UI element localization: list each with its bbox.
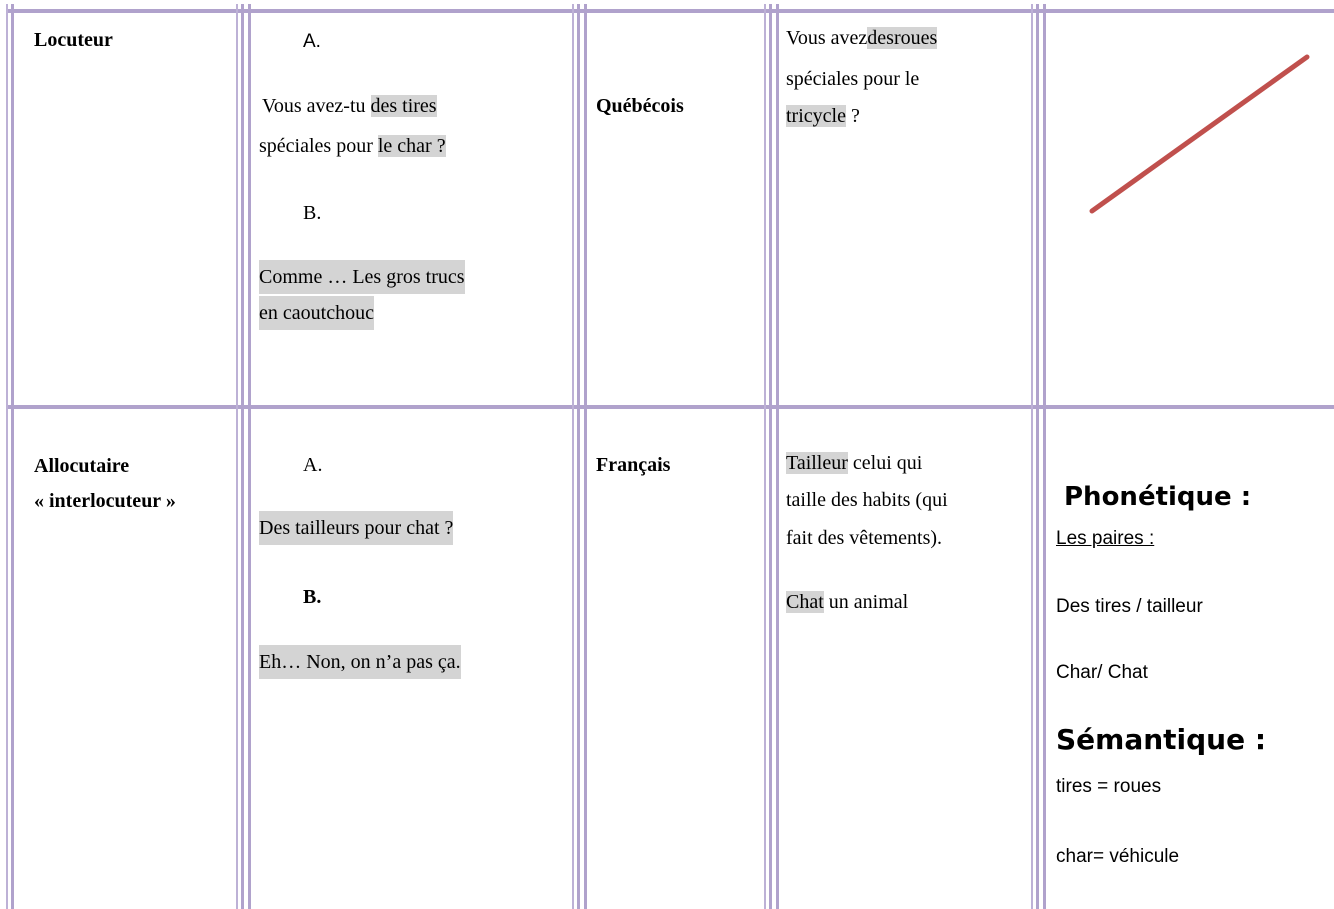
column-border xyxy=(769,4,772,909)
dialogue-b-label: B. xyxy=(303,586,322,608)
row-divider xyxy=(6,405,1334,409)
semantic-2: char= véhicule xyxy=(1056,846,1180,867)
column-border xyxy=(584,4,587,909)
pair-2: Char/ Chat xyxy=(1056,662,1148,683)
empty-cell-slash xyxy=(1085,50,1315,220)
pair-1: Des tires / tailleur xyxy=(1056,596,1203,617)
dialogue-a-line: Des tailleurs pour chat ? xyxy=(259,511,453,545)
column-border xyxy=(11,4,14,909)
role-interlocuteur: « interlocuteur » xyxy=(34,490,176,512)
role-allocutaire: Allocutaire xyxy=(34,455,130,477)
table-top-border xyxy=(6,9,1334,13)
column-border xyxy=(577,4,580,909)
meaning-line2: spéciales pour le xyxy=(786,68,920,90)
dialogue-a-label: A. xyxy=(303,31,321,52)
column-border xyxy=(1036,4,1039,909)
meaning-line1: Tailleur celui qui xyxy=(786,452,923,474)
variety-quebecois: Québécois xyxy=(596,95,684,117)
dialogue-b-label: B. xyxy=(303,202,322,224)
column-border xyxy=(241,4,244,909)
column-border xyxy=(764,4,766,909)
role-locuteur: Locuteur xyxy=(34,29,113,51)
dialogue-b-line2: en caoutchouc xyxy=(259,296,374,330)
meaning-line3: fait des vêtements). xyxy=(786,527,943,549)
column-border xyxy=(1031,4,1033,909)
dialogue-b-line1: Comme … Les gros trucs xyxy=(259,260,465,294)
column-border xyxy=(776,4,779,909)
semantic-1: tires = roues xyxy=(1056,776,1162,797)
variety-francais: Français xyxy=(596,454,671,476)
column-border xyxy=(236,4,238,909)
meaning-line2: taille des habits (qui xyxy=(786,489,948,511)
column-border xyxy=(572,4,574,909)
dialogue-a-line1: Vous avez-tu des tires xyxy=(262,95,437,117)
meaning-line3: tricycle ? xyxy=(786,105,860,127)
column-border xyxy=(6,4,8,909)
meaning-line1: Vous avezdesroues xyxy=(786,27,938,49)
column-border xyxy=(248,4,251,909)
dialogue-a-label: A. xyxy=(303,454,323,476)
dialogue-a-line2: spéciales pour le char ? xyxy=(259,135,446,157)
dialogue-b-line: Eh… Non, on n’a pas ça. xyxy=(259,645,461,679)
pairs-label: Les paires : xyxy=(1056,528,1155,549)
semantique-heading: Sémantique : xyxy=(1056,723,1267,756)
meaning-line4: Chat un animal xyxy=(786,591,909,613)
phonetique-heading: Phonétique : xyxy=(1064,482,1252,512)
column-border xyxy=(1043,4,1046,909)
